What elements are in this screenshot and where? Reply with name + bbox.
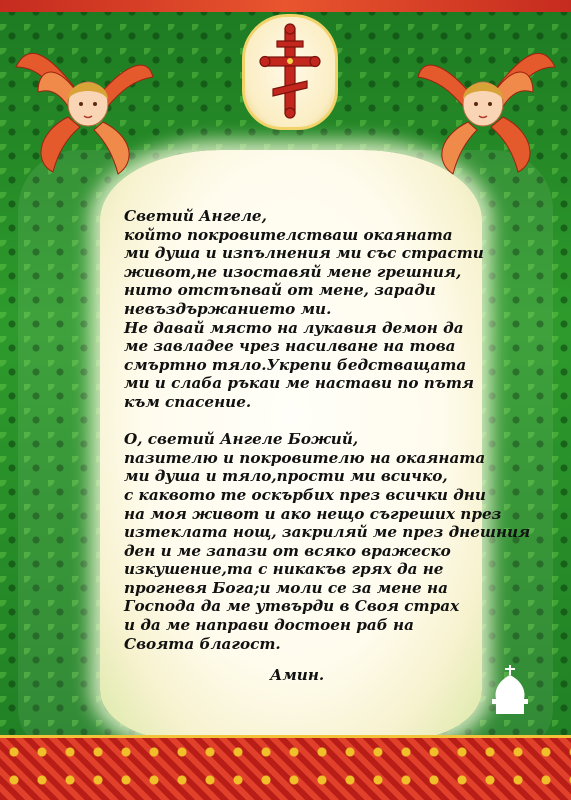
prayer-line: на моя живот и ако нещо съгреших през — [124, 504, 502, 523]
angel-left — [8, 22, 158, 182]
prayer-line: Господа да ме утвърди в Своя страх — [124, 597, 460, 616]
chapel-dome — [488, 665, 532, 715]
prayer-line: ме завладее чрез насилване на това — [124, 337, 456, 356]
prayer-line: нито отстъпвай от мене, заради — [124, 281, 436, 300]
prayer-line: прогневя Бога;и моли се за мене на — [124, 578, 448, 597]
prayer-line: невъздържанието ми. — [124, 299, 332, 318]
prayer-line: живот,не изоставяй мене грешния, — [124, 262, 462, 281]
prayer-text — [124, 207, 531, 653]
prayer-line: ми душа и тяло,прости ми всичко, — [124, 467, 448, 486]
angel-icon — [8, 22, 158, 182]
prayer-line: Светий Ангеле, — [124, 207, 267, 225]
prayer-line: изтеклата нощ, закриляй ме през днешния — [124, 523, 531, 542]
prayer-line: ми и слаба ръкаи ме настави по пътя — [124, 374, 474, 393]
prayer-line: и да ме направи достоен раб на — [124, 616, 414, 635]
prayer-line: Своята благост. — [124, 634, 281, 653]
prayer-line: ден и ме запази от всяко вражеско — [124, 541, 451, 560]
orthodox-cross-icon — [245, 17, 335, 127]
prayer-line: смъртно тяло.Укрепи бедстващата — [124, 355, 467, 374]
angel-icon — [413, 22, 563, 182]
top-ornament-band — [0, 0, 571, 12]
angel-right — [413, 22, 563, 182]
prayer-line: който покровителстваш окаяната — [124, 225, 453, 244]
cross-medallion — [242, 14, 338, 130]
prayer-line: Не давай място на лукавия демон да — [124, 318, 464, 337]
prayer-line: ми душа и изпълнения ми със страсти — [124, 244, 484, 263]
chapel-dome-icon — [488, 665, 532, 715]
prayer-line: с каквото те оскърбих през всички дни — [124, 485, 486, 504]
bottom-ornament-band — [0, 735, 571, 800]
prayer-line: пазителю и покровителю на окаяната — [124, 448, 486, 467]
amen-text: Амин. — [270, 666, 325, 684]
prayer-line: изкушение,та с никакъв грях да не — [124, 560, 444, 579]
paragraph-gap — [124, 412, 474, 431]
prayer-line: О, светий Ангеле Божий, — [124, 430, 359, 449]
prayer-line: към спасение. — [124, 392, 252, 411]
